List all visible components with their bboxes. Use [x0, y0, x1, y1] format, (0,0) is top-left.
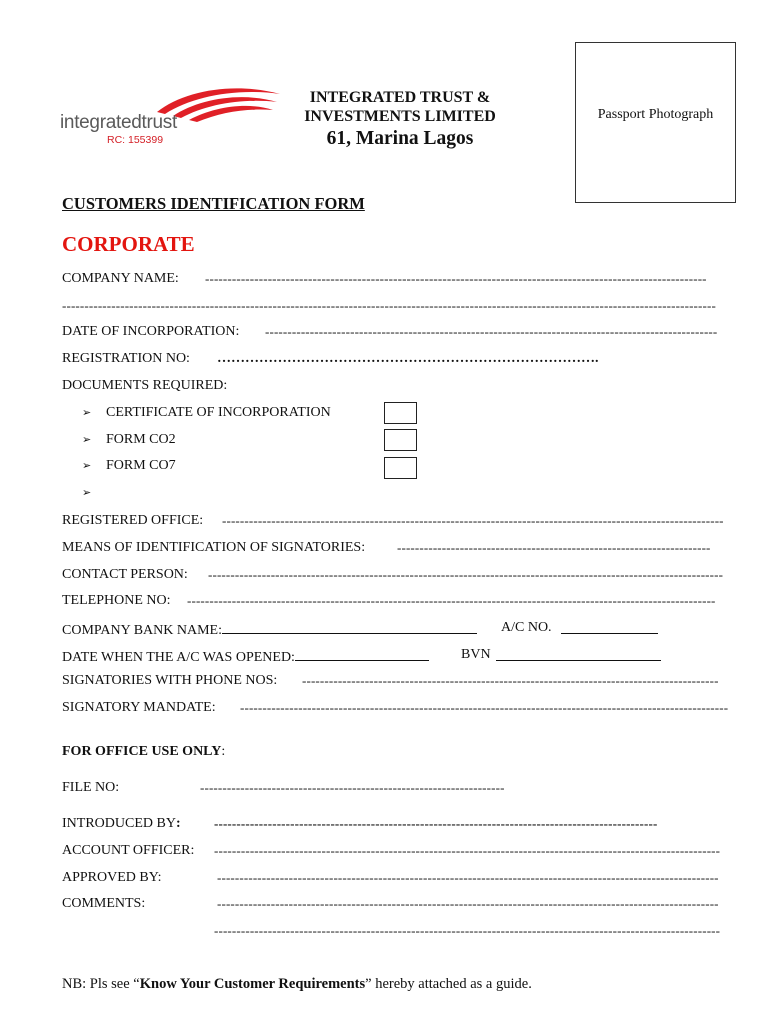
document-checkbox[interactable]: [384, 402, 417, 424]
account-officer-line[interactable]: -----------------------------------------------------------------------------------------------------------------: [214, 843, 721, 858]
ac-no-line[interactable]: [561, 619, 658, 634]
file-no-label: FILE NO:: [62, 780, 120, 795]
company-bank-name-label: COMPANY BANK NAME:: [62, 623, 222, 638]
footnote-suffix: ” hereby attached as a guide.: [365, 976, 532, 992]
arrow-bullet-icon: ➢: [82, 433, 92, 446]
field-comments: [62, 895, 719, 913]
field-company-name-cont: [62, 297, 716, 315]
document-checkbox[interactable]: [384, 457, 417, 479]
document-item: [82, 484, 106, 502]
arrow-bullet-icon: ➢: [82, 406, 92, 419]
date-ac-opened-label: DATE WHEN THE A/C WAS OPENED:: [62, 650, 295, 665]
footnote-prefix: NB: Pls see “: [62, 976, 140, 992]
signatories-phone-line[interactable]: ---------------------------------------------------------------------------------------------: [302, 673, 719, 688]
field-company-bank-name: [62, 619, 682, 637]
means-of-identification-line[interactable]: ----------------------------------------------------------------------: [397, 540, 711, 555]
registration-no-line[interactable]: ……………………………………………………………………….: [217, 351, 599, 366]
document-checkbox[interactable]: [384, 429, 417, 451]
document-item-label: FORM CO7: [106, 458, 176, 473]
passport-photo-box: [575, 42, 736, 203]
registered-office-label: REGISTERED OFFICE:: [62, 513, 204, 528]
document-item-label: CERTIFICATE OF INCORPORATION: [106, 405, 331, 420]
field-date-of-incorporation: [62, 323, 718, 341]
bvn-label: BVN: [461, 647, 491, 662]
introduced-by-label: INTRODUCED BY: [62, 816, 176, 831]
file-no-line[interactable]: --------------------------------------------------------------------: [200, 780, 505, 795]
field-signatory-mandate: [62, 699, 729, 717]
comments-line-2[interactable]: -----------------------------------------------------------------------------------------------------------------: [214, 923, 721, 938]
arrow-bullet-icon: ➢: [82, 486, 92, 499]
logo-rc-number: RC: 155399: [107, 134, 164, 146]
approved-by-label: APPROVED BY:: [62, 870, 162, 885]
field-contact-person: [62, 566, 724, 584]
company-name-line2: INVESTMENTS LIMITED: [304, 108, 496, 125]
document-item-label: FORM CO2: [106, 432, 176, 447]
field-telephone-no: [62, 592, 716, 610]
field-date-ac-opened: [62, 646, 682, 664]
form-title: CUSTOMERS IDENTIFICATION FORM: [62, 194, 365, 213]
signatories-phone-label: SIGNATORIES WITH PHONE NOS:: [62, 673, 278, 688]
contact-person-line[interactable]: -------------------------------------------------------------------------------------------------------------------: [208, 567, 724, 582]
company-header: [270, 88, 530, 152]
field-registration-no: [62, 350, 682, 368]
company-name-label: COMPANY NAME:: [62, 271, 179, 286]
field-registered-office: [62, 512, 724, 530]
comments-label: COMMENTS:: [62, 896, 146, 911]
field-file-no: [62, 779, 682, 797]
company-name-line-2[interactable]: --------------------------------------------------------------------------------------------------------------------------------------------------: [62, 298, 716, 313]
comments-line[interactable]: ----------------------------------------------------------------------------------------------------------------: [217, 896, 719, 911]
document-item: [82, 404, 331, 422]
field-signatories-phone: [62, 672, 719, 690]
registered-office-line[interactable]: ----------------------------------------------------------------------------------------------------------------: [222, 513, 724, 528]
contact-person-label: CONTACT PERSON:: [62, 567, 188, 582]
document-item: [82, 457, 176, 475]
signatory-mandate-label: SIGNATORY MANDATE:: [62, 700, 216, 715]
documents-required-label: DOCUMENTS REQUIRED:: [62, 378, 228, 393]
telephone-no-label: TELEPHONE NO:: [62, 593, 171, 608]
field-company-name: [62, 270, 707, 288]
company-address: 61, Marina Lagos: [326, 128, 474, 149]
office-use-heading: [62, 743, 225, 761]
account-officer-label: ACCOUNT OFFICER:: [62, 843, 195, 858]
company-name-line[interactable]: ----------------------------------------------------------------------------------------------------------------: [205, 271, 707, 286]
introduced-by-line[interactable]: ---------------------------------------------------------------------------------------------------: [214, 816, 658, 831]
ac-no-label: A/C NO.: [501, 620, 552, 635]
registration-no-label: REGISTRATION NO:: [62, 351, 190, 366]
bvn-line[interactable]: [496, 646, 661, 661]
approved-by-line[interactable]: ----------------------------------------------------------------------------------------------------------------: [217, 870, 719, 885]
date-of-incorporation-line[interactable]: -----------------------------------------------------------------------------------------------------: [265, 324, 718, 339]
footnote-emphasis: Know Your Customer Requirements: [139, 976, 366, 992]
footnote: [62, 975, 532, 993]
company-name-line1: INTEGRATED TRUST &: [309, 89, 491, 106]
office-use-colon: :: [221, 744, 226, 759]
passport-photo-label: Passport Photograph: [597, 107, 714, 122]
signatory-mandate-line[interactable]: -------------------------------------------------------------------------------------------------------------: [240, 700, 729, 715]
field-account-officer: [62, 842, 721, 860]
introduced-by-colon: :: [175, 816, 181, 831]
field-introduced-by: [62, 815, 682, 833]
section-heading: CORPORATE: [62, 232, 195, 256]
company-bank-name-line[interactable]: [222, 619, 477, 634]
date-ac-opened-line[interactable]: [295, 646, 429, 661]
telephone-no-line[interactable]: ----------------------------------------------------------------------------------------------------------------------: [187, 593, 716, 608]
document-item: [82, 431, 176, 449]
logo-brand-text: integratedtrust: [60, 112, 177, 133]
means-of-identification-label: MEANS OF IDENTIFICATION OF SIGNATORIES:: [62, 540, 366, 555]
arrow-bullet-icon: ➢: [82, 459, 92, 472]
field-approved-by: [62, 869, 719, 887]
field-means-of-identification: [62, 539, 711, 557]
office-use-heading-text: FOR OFFICE USE ONLY: [62, 744, 222, 759]
field-comments-cont: [62, 922, 721, 940]
company-logo: [60, 82, 230, 152]
date-of-incorporation-label: DATE OF INCORPORATION:: [62, 324, 240, 339]
